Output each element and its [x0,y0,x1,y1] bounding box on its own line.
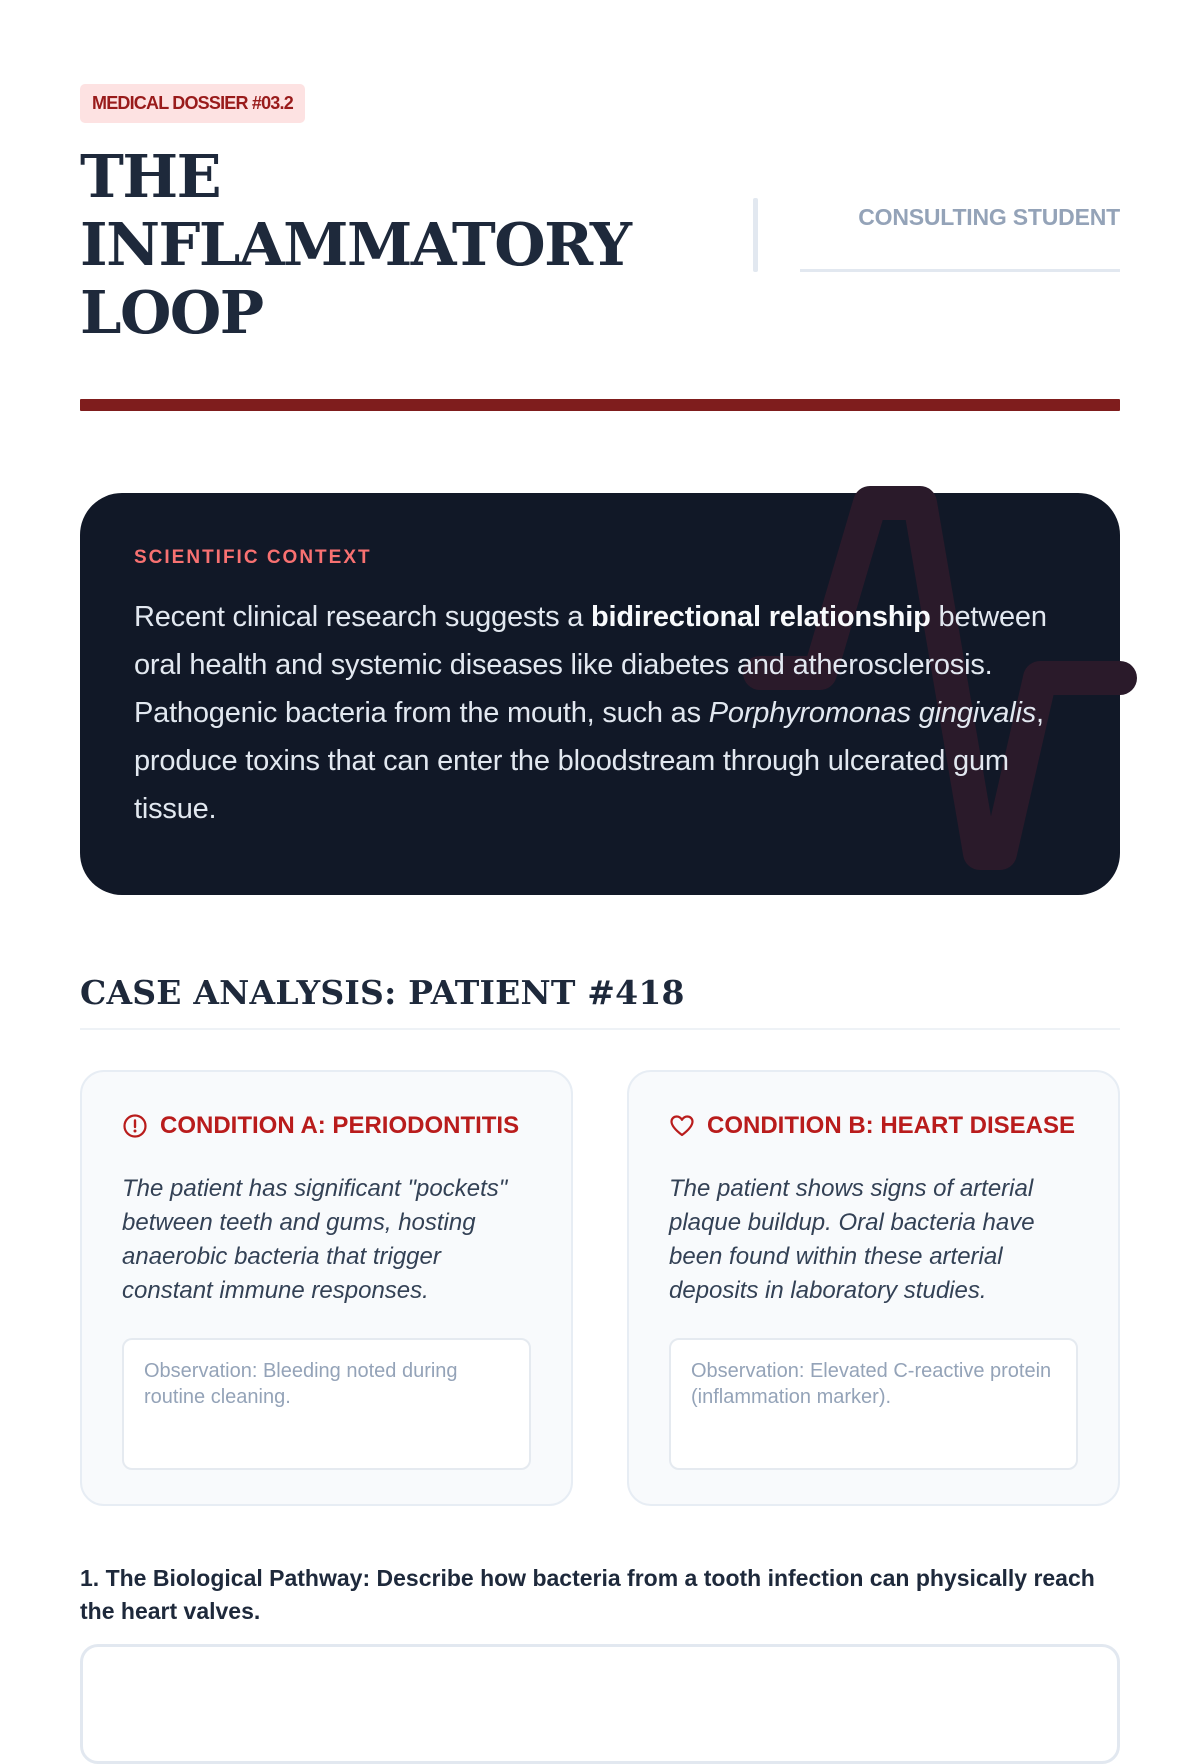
header [80,84,1120,347]
student-name-field [753,198,1120,272]
context-text-italic: Porphyromonas gingivalis [708,697,1037,729]
context-text-part-3: , produce toxins that can enter the bloodstream through ulcerated gum tissue. [134,697,1044,825]
condition-a-title-text: CONDITION A: PERIODONTITIS [160,1112,520,1139]
student-name-line[interactable] [800,269,1120,272]
condition-card-b [627,1070,1120,1506]
question-1-answer-input[interactable] [80,1644,1120,1764]
context-text-bold: bidirectional relationship [591,601,931,633]
title-line-1: THE INFLAMMATORY [80,142,631,279]
context-text-part-2: between oral health and systemic diseases like diabetes and atherosclerosis. Pathogenic bacteria from the mouth, such as [134,601,1047,729]
heart-icon [669,1113,695,1139]
alert-circle-icon [122,1113,148,1139]
condition-card-a [80,1070,573,1506]
page-title [80,143,720,347]
context-text [134,593,1066,833]
dossier-badge: MEDICAL DOSSIER #03.2 [80,84,305,123]
case-analysis-heading: CASE ANALYSIS: PATIENT #418 [80,973,1120,1030]
condition-b-observation-input[interactable]: Observation: Elevated C-reactive protein (inflammation marker). [669,1338,1078,1470]
condition-a-observation-input[interactable]: Observation: Bleeding noted during routine cleaning. [122,1338,531,1470]
student-label: CONSULTING STUDENT [858,204,1120,230]
context-text-part-1: Recent clinical research suggests a [134,601,592,633]
condition-b-description: The patient shows signs of arterial plaque buildup. Oral bacteria have been found within these arterial deposits in laboratory studies. [669,1175,1035,1304]
scientific-context-card [80,493,1120,895]
student-block [800,198,1120,272]
condition-b-title [669,1112,1078,1140]
condition-b-title-text: CONDITION B: HEART DISEASE [707,1112,1076,1139]
header-left [80,84,720,347]
condition-a-description: The patient has significant "pockets" between teeth and gums, hosting anaerobic bacteria that trigger constant immune responses. [122,1175,508,1304]
context-label: SCIENTIFIC CONTEXT [134,547,372,568]
vertical-divider [753,198,758,272]
question-1: 1. The Biological Pathway: Describe how bacteria from a tooth infection can physically reach the heart valves. [80,1565,1095,1624]
condition-a-title [122,1112,531,1140]
title-line-2: LOOP [80,278,263,347]
conditions-row [80,1070,1120,1506]
header-rule [80,399,1120,411]
